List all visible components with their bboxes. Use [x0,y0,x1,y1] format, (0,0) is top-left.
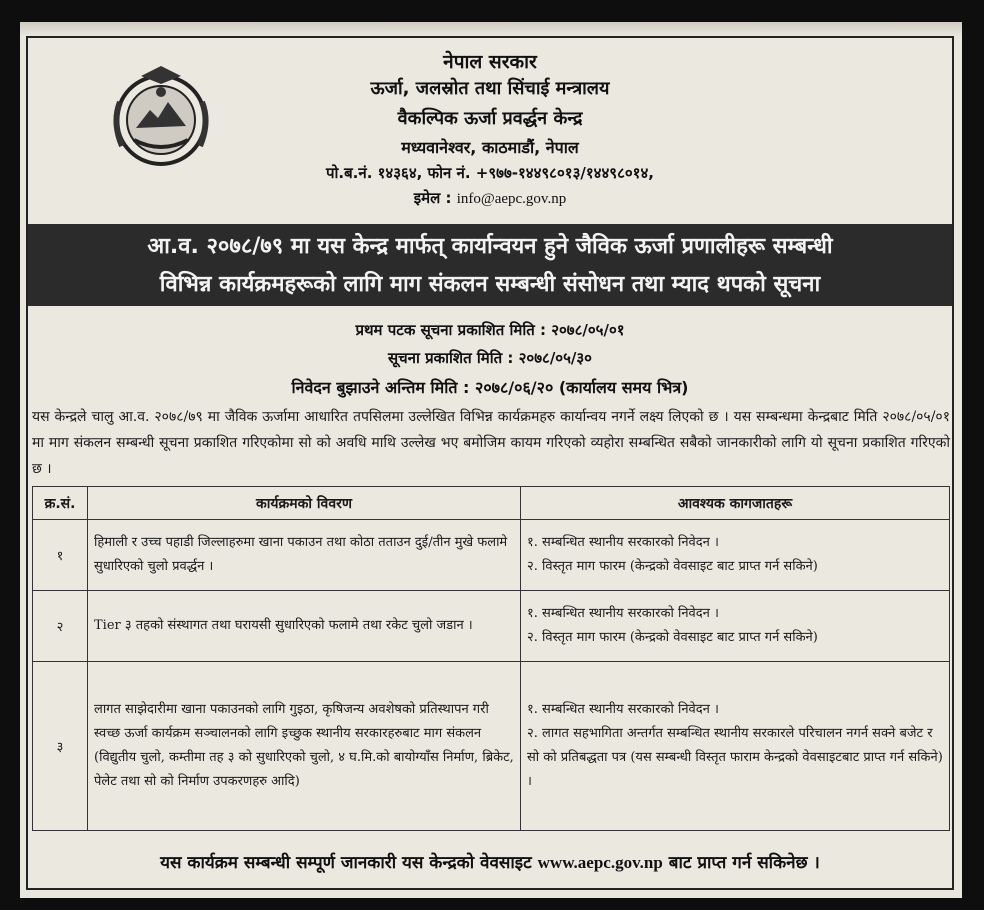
header-serial: क्र.सं. [33,487,88,520]
org-email [28,188,952,208]
newspaper-page [20,22,962,898]
banner-line-1: आ.व. २०७८/७९ मा यस केन्द्र मार्फत् कार्यान्वयन हुने जैविक ऊर्जा प्रणालीहरू सम्बन्धी [147,234,833,259]
table-row [33,520,950,591]
header-documents: आवश्यक कागजातहरू [521,487,950,520]
org-government: नेपाल सरकार [443,51,537,73]
org-centre: वैकल्पिक ऊर्जा प्रवर्द्धन केन्द्र [397,108,583,129]
first-notice-date: प्रथम पटक सूचना प्रकाशित मिति : २०७८/०५/०१ [355,321,625,339]
row-documents [521,520,950,591]
org-contact: पो.ब.नं. १४३६४, फोन नं. +९७७-१४४९८०१३/१४४९८०१४, [326,164,654,182]
row-serial: २ [33,591,88,662]
paper-edge [20,22,962,36]
row-serial: १ [33,520,88,591]
notice-title-banner [28,224,952,306]
table-row [33,662,950,831]
website-link[interactable]: www.aepc.gov.np [537,853,663,872]
document-item: १. सम्बन्धित स्थानीय सरकारको निवेदन । [527,535,719,550]
document-item: २. लागत सहभागिता अन्तर्गत सम्बन्धित स्थानीय सरकारले परिचालन नगर्न सक्ने बजेट र सो को प्रतिबद्धता पत्र (यस सम्बन्धी विस्तृत फाराम केन्द्रको वेवसाइटबाट प्राप्त गर्न सकिने) । [527,726,943,789]
document-item: २. विस्तृत माग फारम (केन्द्रको वेवसाइट बाट प्राप्त गर्न सकिने) [527,630,818,645]
row-documents [521,662,950,831]
notice-advertisement [26,36,954,890]
table-row [33,591,950,662]
notice-date: सूचना प्रकाशित मिति : २०७८/०५/३० [388,349,592,367]
row-documents [521,591,950,662]
footer-note [28,850,952,873]
header-description: कार्यक्रमको विवरण [88,487,521,520]
row-description: Tier ३ तहको संस्थागत तथा घरायसी सुधारिएको फलामे तथा रकेट चुलो जडान । [88,591,521,662]
document-item: २. विस्तृत माग फारम (केन्द्रको वेवसाइट बाट प्राप्त गर्न सकिने) [527,559,818,574]
notice-paragraph: यस केन्द्रले चालु आ.व. २०७८/७९ मा जैविक ऊर्जामा आधारित तपसिलमा उल्लेखित विभिन्न कार्यक्रमहरु कार्यान्वय नगर्ने लक्ष्य लिएको छ । यस सम्बन्धमा केन्द्रबाट मिति २०७८/०५/०१ मा माग संकलन सम्बन्धी सूचना प्रकाशित गरिएकोमा सो को अवधि माथि उल्लेख भए बमोजिम कायम गरिएको व्यहोरा सम्बन्धित सबैको जानकारीको लागि यो सूचना प्रकाशित गरिएको छ । [32,409,950,477]
document-item: १. सम्बन्धित स्थानीय सरकारको निवेदन । [527,606,719,621]
org-ministry: ऊर्जा, जलस्रोत तथा सिंचाई मन्त्रालय [370,78,610,99]
footer-text-after: बाट प्राप्त गर्न सकिनेछ । [668,853,820,873]
row-description: हिमाली र उच्च पहाडी जिल्लाहरुमा खाना पकाउन तथा कोठा तताउन दुई/तीन मुखे फलामे सुधारिएको चुलो प्रवर्द्धन । [88,520,521,591]
email-label: इमेल : [413,189,452,207]
table-header-row [33,487,950,520]
banner-line-2: विभिन्न कार्यक्रमहरूको लागि माग संकलन सम्बन्धी संसोधन तथा म्याद थपको सूचना [159,272,821,297]
footer-text-before: यस कार्यक्रम सम्बन्धी सम्पूर्ण जानकारी यस केन्द्रको वेवसाइट [160,853,532,873]
document-item: १. सम्बन्धित स्थानीय सरकारको निवेदन । [527,702,719,717]
email-value: info@aepc.gov.np [456,191,567,207]
row-serial: ३ [33,662,88,831]
deadline-date: निवेदन बुझाउने अन्तिम मिति : २०७८/०६/२० (कार्यालय समय भित्र) [291,378,689,397]
row-description: लागत साझेदारीमा खाना पकाउनको लागि गुइठा, कृषिजन्य अवशेषको प्रतिस्थापन गरी स्वच्छ ऊर्जा कार्यक्रम सञ्चालनको लागि इच्छुक स्थानीय सरकारहरुबाट माग संकलन (विद्युतीय चुलो, कम्तीमा तह ३ को सुधारिएको चुलो, ४ घ.मि.को बायोग्याँस निर्माण, ब्रिकेट, पेलेट तथा सो को निर्माण उपकरणहरु आदि) [88,662,521,831]
programs-table [32,486,950,831]
org-address: मध्यवानेश्वर, काठमाडौं, नेपाल [401,138,579,157]
